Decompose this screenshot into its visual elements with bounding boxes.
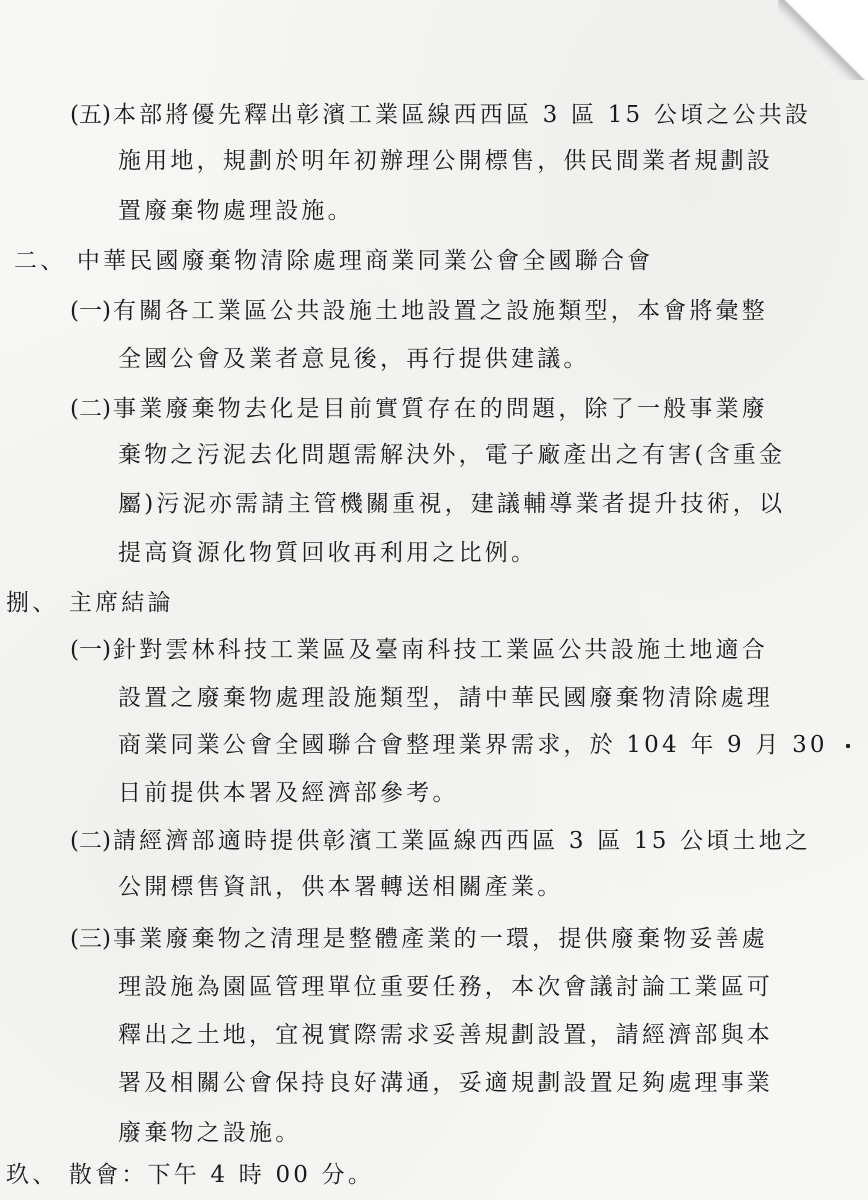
section-8-item-3-line-4: 署及相關公會保持良好溝通，妥適規劃設置足夠處理事業 [118, 1070, 773, 1096]
section-8-item-2-line-1: (二)請經濟部適時提供彰濱工業區線西西區 3 區 15 公頃土地之 [70, 828, 812, 854]
section-8-item-3-line-2: 理設施為園區管理單位重要任務，本次會議討論工業區可 [118, 974, 773, 1000]
item-5-marker: (五) [70, 102, 111, 128]
section-8-item-3-line-1: (三)事業廢棄物之清理是整體產業的一環，提供廢棄物妥善處 [70, 926, 768, 952]
section-2-item-2-line-4: 提高資源化物質回收再利用之比例。 [118, 540, 538, 566]
section-8-heading: 捌、 主席結論 [6, 590, 174, 616]
scan-speck [846, 744, 850, 748]
section-8-item-3-line-3: 釋出之土地，宜視實際需求妥善規劃設置，請經濟部與本 [118, 1022, 773, 1048]
section-2-item-2-line-1: (二)事業廢棄物去化是目前實質存在的問題，除了一般事業廢 [70, 396, 768, 422]
page-corner-fold [778, 0, 868, 80]
section-2-item-1-line-1: (一)有關各工業區公共設施土地設置之設施類型，本會將彙整 [70, 298, 768, 324]
section-8-item-1-line-1: (一)針對雲林科技工業區及臺南科技工業區公共設施土地適合 [70, 637, 768, 663]
section-2-item-2-line-3: 屬)污泥亦需請主管機關重視，建議輔導業者提升技術，以 [118, 491, 786, 517]
section-2-heading: 二、 中華民國廢棄物清除處理商業同業公會全國聯合會 [14, 248, 654, 274]
section-8-item-2-line-2: 公開標售資訊，供本署轉送相關產業。 [118, 874, 564, 900]
section-8-item-3-line-5: 廢棄物之設施。 [118, 1120, 302, 1146]
section-9-heading: 玖、 散會：下午 4 時 00 分。 [6, 1162, 375, 1188]
section-8-item-1-line-3: 商業同業公會全國聯合會整理業界需求，於 104 年 9 月 30 [118, 732, 828, 758]
section-2-item-2-line-2: 棄物之污泥去化問題需解決外，電子廠產出之有害(含重金 [118, 442, 786, 468]
item-5-line-3: 置廢棄物處理設施。 [118, 198, 354, 224]
item-5-line-1: (五)本部將優先釋出彰濱工業區線西西區 3 區 15 公頃之公共設 [70, 102, 812, 128]
section-2-item-1-line-2: 全國公會及業者意見後，再行提供建議。 [118, 346, 590, 372]
item-5-line-2: 施用地，規劃於明年初辦理公開標售，供民間業者規劃設 [118, 148, 773, 174]
section-8-item-1-line-4: 日前提供本署及經濟部參考。 [118, 780, 459, 806]
section-8-item-1-line-2: 設置之廢棄物處理設施類型，請中華民國廢棄物清除處理 [118, 685, 773, 711]
